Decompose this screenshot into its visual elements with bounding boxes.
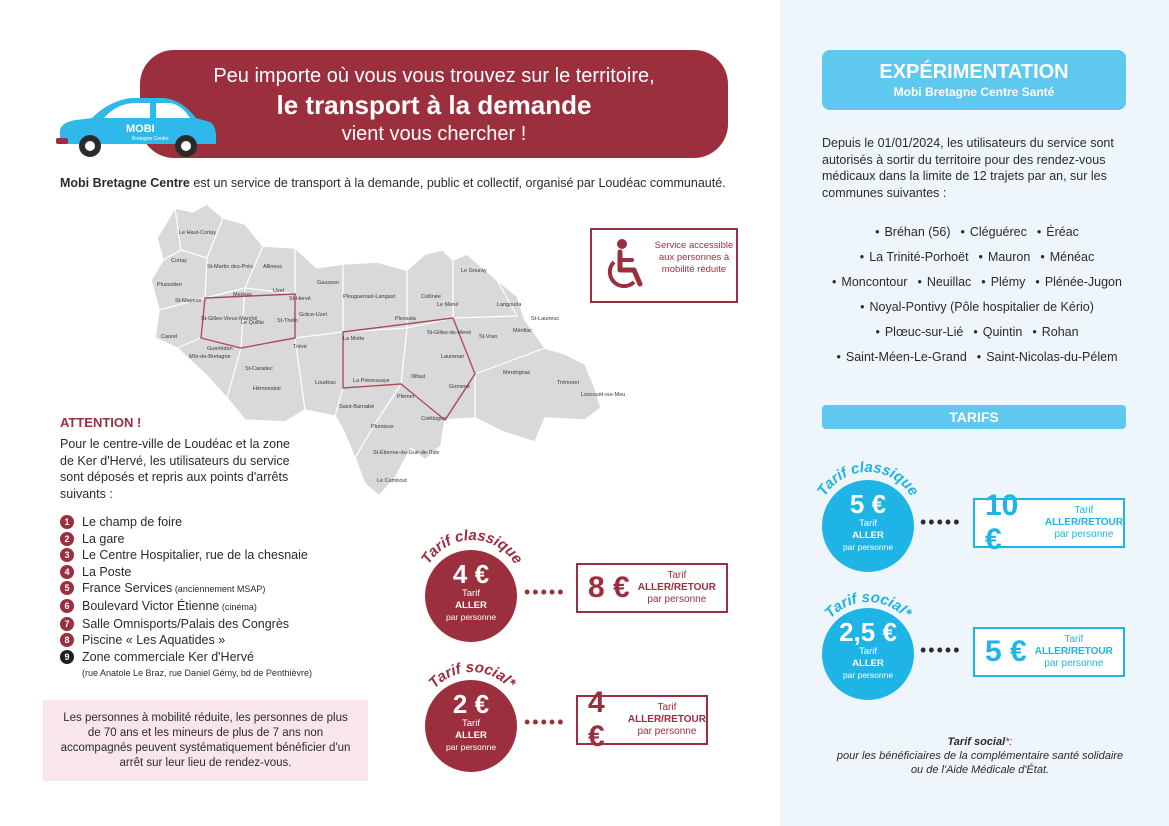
stop-number: 9 [60,650,74,664]
banner-line-3: vient vous chercher ! [341,123,527,145]
dots-connector: ••••• [524,712,566,732]
commune: • Plémy [981,270,1025,295]
footnote-text: pour les bénéficiaires de la complémentaire santé solidaire ou de l'Aide Médicale d'État. [836,750,1124,776]
experimentation-header [822,50,1126,110]
stop-label: Le champ de foire [82,515,183,529]
commune: • Saint-Nicolas-du-Pélem [977,345,1118,370]
map-label: St-Martin des-Prés [207,264,253,270]
attention-block [60,415,300,502]
stop-label: La gare [82,531,125,546]
return-label-bold: ALLER/RETOUR [637,582,716,593]
map-label: Mérillac [513,328,532,334]
commune: • Moncontour [832,270,907,295]
price: 2,5 € [839,617,897,647]
tarifs-heading: TARIFS [822,405,1126,429]
accessibility-box [590,228,738,303]
map-label: Corlay [171,258,187,264]
map-label: Le Haut-Corlay [179,230,216,236]
list-item [60,598,380,616]
footnote-star: *: [1005,736,1013,748]
return-per-person: par personne [647,594,707,605]
return-label-bold: ALLER/RETOUR [627,714,706,725]
commune: • Plénée-Jugon [1035,270,1122,295]
map-label: Mûr-de-Bretagne [189,354,231,360]
attention-title: ATTENTION ! [60,415,142,430]
map-label: Le Cambout [377,478,407,484]
stop-number: 8 [60,633,74,647]
return-label: Tarif [667,570,687,581]
map-label: Caurel [161,334,178,340]
price-label-bold: ALLER [852,530,884,541]
map-label: St-Gilles-Vieux-Marché [201,316,258,322]
stop-label: Salle Omnisports/Palais des Congrès [82,616,290,631]
stop-label: Le Centre Hospitalier, rue de la chesnaie [82,548,308,563]
map-label: Guerlédan [207,346,233,352]
stop-number: 4 [60,565,74,579]
arc-text: Tarif social* [425,658,519,692]
stop-label: Piscine « Les Aquatides » [82,633,226,648]
map-label: St-Thélo [277,318,298,324]
experimentation-subtitle: Mobi Bretagne Centre Santé [893,85,1055,99]
map-label: La Motte [343,336,365,342]
list-item [60,514,380,531]
return-price-classic [576,563,728,613]
return-price: 5 € [985,635,1027,668]
communes-list [812,220,1142,370]
commune: • Neuillac [917,270,971,295]
map-label: Allineuc [263,264,283,270]
commune: • Mauron [979,245,1031,270]
mobility-note: Les personnes à mobilité réduite, les personnes de plus de 70 ans et les mineurs de plus de 7 ans non accompagnés peuvent systématiquement bénéficier d'un arrêt sur leur lieu de rendez-vous. [43,700,368,781]
map-label: Plémet [397,394,415,400]
dots-connector: ••••• [920,512,962,532]
return-price-social [576,686,708,753]
map-label: Trémorel [557,380,579,386]
price-per-person: par personne [445,742,497,752]
map-label: Illifaut [411,374,426,380]
map-label: Laurenan [441,354,465,360]
map-label: Langourla [497,302,522,308]
stop-label: La Poste [82,564,132,579]
price-circle-social [425,680,517,772]
map-label: Le Quillio [241,320,264,326]
footnote-title: Tarif social [947,736,1006,748]
map-label: Loscouët-sur-Meu [581,392,626,398]
price-circle-sante-classic [822,480,914,572]
stop-label: Boulevard Victor Étienne [82,598,220,613]
stops-list [60,514,380,682]
return-per-person: par personne [1054,529,1114,540]
price-circle-sante-social [822,608,914,700]
commune: • Bréhan (56) [875,220,950,245]
price-label-bold: ALLER [852,658,884,669]
map-label: Plouguenast-Langast [343,294,395,300]
map-label: Coëtlogon [421,416,447,422]
map-label: St-Launeuc [531,316,560,322]
return-price-sante-classic [973,489,1125,556]
map-label: Uzel [273,288,285,294]
attention-text: Pour le centre-ville de Loudéac et la zone de Ker d'Hervé, les utilisateurs du service sont déposés et repris aux points d'arrêts suivants : [60,437,291,501]
stop-number: 2 [60,532,74,546]
car-illustration [52,92,220,162]
map-label: Gausson [317,280,340,286]
map-label: Collinée [421,294,441,300]
stop-sub: (rue Anatole Le Braz, rue Daniel Gémy, bd de Penthièvre) [82,668,312,679]
list-item [60,564,380,581]
experimentation-title: EXPÉRIMENTATION [879,61,1069,83]
stop-note: (anciennement MSAP) [172,584,266,595]
return-label: Tarif [657,702,677,713]
car-brand: MOBI [126,123,155,135]
stop-number: 1 [60,515,74,529]
commune: • Cléguérec [960,220,1026,245]
commune: • Éréac [1037,220,1079,245]
commune: • Ménéac [1040,245,1094,270]
commune: • La Trinité-Porhoët [860,245,969,270]
stop-number: 6 [60,599,74,613]
commune: • Rohan [1032,320,1078,345]
price-label-bold: ALLER [455,600,487,611]
map-label: St-Hervé [289,296,311,302]
price-label: Tarif [462,588,480,599]
intro-text [60,176,726,190]
stop-number: 3 [60,548,74,562]
dots-connector: ••••• [524,582,566,602]
experimentation-text: Depuis le 01/01/2024, les utilisateurs du service sont autorisés à sortir du territoire pour des rendez-vous médicaux dans la limite de 12 trajets par an, sur les communes suivantes : [822,136,1114,200]
return-price-sante-social [973,627,1125,677]
map-label: Saint-Barnabé [339,404,375,410]
price-per-person: par personne [445,612,497,622]
price-label: Tarif [462,718,480,729]
price: 5 € [849,489,887,519]
return-price: 10 € [985,489,1019,556]
return-per-person: par personne [637,726,697,737]
dots-connector: ••••• [920,640,962,660]
map-label: Le Mené [437,302,459,308]
banner-line-1: Peu importe où vous vous trouvez sur le territoire, [213,65,655,87]
arc-text: Tarif classique [813,458,923,500]
map-label: Hémonstoir [253,386,282,392]
list-item [60,531,380,548]
price: 2 € [452,689,490,719]
map-label: Merdrignac [503,370,531,376]
commune: • Plœuc-sur-Lié [875,320,963,345]
arc-text: Tarif social* [821,588,915,622]
return-label-bold: ALLER/RETOUR [1034,646,1113,657]
wheelchair-icon [600,238,648,294]
stop-number: 5 [60,581,74,595]
map-label: Plussulien [157,282,183,288]
list-item [60,632,380,649]
map-label: Loudéac [315,380,337,386]
map-label: St-Caradec [245,366,273,372]
return-label: Tarif [1064,634,1084,645]
return-price: 8 € [588,571,630,604]
price-circle-classic [425,550,517,642]
list-item [60,616,380,633]
price-label-bold: ALLER [455,730,487,741]
price: 4 € [452,559,490,589]
map-label: St-Étienne-du-Gué-de-l'Isle [373,450,440,456]
stop-label: Zone commerciale Ker d'Hervé [82,649,254,664]
arc-text: Tarif classique [417,526,527,568]
return-label: Tarif [1074,505,1094,516]
stop-number: 7 [60,617,74,631]
price-label: Tarif [859,646,877,657]
intro-bold: Mobi Bretagne Centre [60,176,190,190]
return-per-person: par personne [1044,658,1104,669]
stop-note: (cinéma) [219,601,257,612]
map-label: Merléac [233,292,253,298]
map-label: Gomené [449,384,471,390]
return-label-bold: ALLER/RETOUR [1044,517,1123,528]
stop-label: France Services [82,581,173,596]
map-label: La Prénessaye [353,378,390,384]
intro-rest: est un service de transport à la demande, public et collectif, organisé par Loudéac communauté. [189,176,726,190]
price-per-person: par personne [842,670,894,680]
map-label: Le Gouray [461,268,487,274]
list-item [60,580,380,598]
header-banner [140,50,728,158]
map-label: St-Mayeux [175,298,202,304]
list-item [60,649,380,682]
map-label: Trévé [293,344,307,350]
banner-line-2: le transport à la demande [276,90,592,120]
accessibility-text: Service accessible aux personnes à mobilité réduite [654,240,734,275]
commune: • Quintin [973,320,1022,345]
commune: • Saint-Méen-Le-Grand [837,345,967,370]
price-label: Tarif [859,518,877,529]
map-label: Plessala [395,316,416,322]
return-price: 4 € [588,686,605,753]
price-per-person: par personne [842,542,894,552]
car-brand-sub: Bretagne Centre [132,136,169,142]
map-label: Grâce-Uzel [299,312,327,318]
map-label: St-Gilles-du-Mené [427,330,472,336]
footnote [830,735,1130,777]
commune: • Noyal-Pontivy (Pôle hospitalier de Kério) [860,295,1094,320]
map-label: St-Vran [479,334,498,340]
map-label: Plumieux [371,424,394,430]
list-item [60,547,380,564]
